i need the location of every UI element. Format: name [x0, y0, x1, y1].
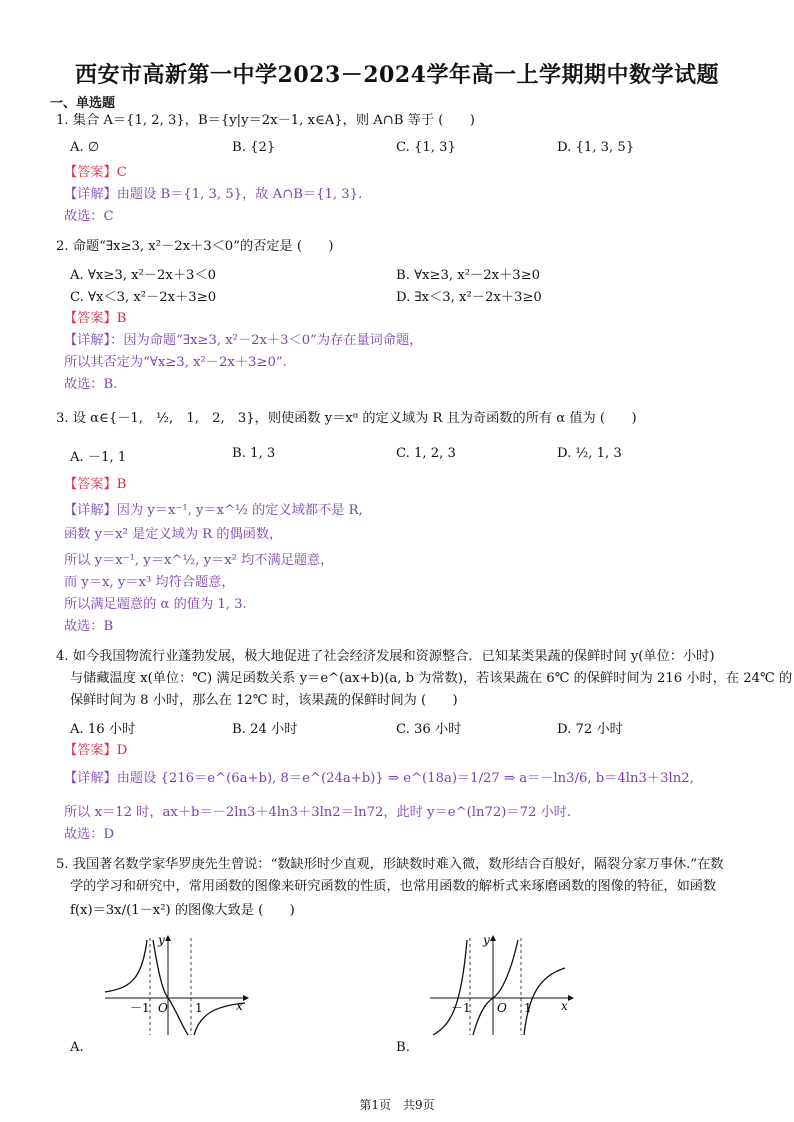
- q1-option-d: D. {1, 3, 5}: [557, 140, 635, 155]
- graph-b-x-label: x: [561, 999, 568, 1013]
- q1-explain-2: 故选：C: [64, 209, 114, 224]
- q3-option-a: A. －1, 1: [70, 450, 127, 465]
- q5-stem-3: f(x)＝3x/(1－x²) 的图像大致是 ( ): [70, 903, 295, 918]
- q5-stem-1: 5. 我国著名数学家华罗庚先生曾说：“数缺形时少直观，形缺数时难入微，数形结合百般好，隔裂分家万事休.”在数: [56, 857, 724, 872]
- q3-explain-5: 所以满足题意的 α 的值为 1, 3.: [64, 597, 247, 612]
- q2-answer: 【答案】B: [64, 311, 127, 326]
- q4-option-c: C. 36 小时: [396, 722, 462, 737]
- q3-answer: 【答案】B: [64, 477, 127, 492]
- q4-option-b: B. 24 小时: [232, 722, 298, 737]
- q3-explain-1: 【详解】因为 y＝x⁻¹, y＝x^½ 的定义域都不是 R,: [64, 503, 363, 518]
- q4-answer: 【答案】D: [64, 743, 128, 758]
- q3-stem: 3. 设 α∈{－1, ½, 1, 2, 3}，则使函数 y＝xᵅ 的定义域为 R 且为奇函数的所有 α 值为 ( ): [56, 411, 637, 426]
- q2-explain-1: 【详解】：因为命题“∃x≥3, x²－2x＋3＜0”为存在量词命题，: [64, 333, 423, 348]
- graph-a-origin: O: [158, 1001, 168, 1015]
- q4-explain-2: 所以 x＝12 时，ax＋b＝－2ln3＋4ln3＋3ln2＝ln72，此时 y＝e^(ln72)＝72 小时.: [64, 805, 572, 820]
- graph-a-y-label: y: [158, 933, 165, 947]
- graph-b-neg-one: －1: [451, 1001, 471, 1015]
- q2-stem: 2. 命题“∃x≥3, x²－2x＋3＜0”的否定是 ( ): [56, 239, 334, 254]
- q2-option-c: C. ∀x＜3, x²－2x＋3≥0: [70, 290, 217, 305]
- q4-stem-1: 4. 如今我国物流行业蓬勃发展，极大地促进了社会经济发展和资源整合．已知某类果蔬的保鲜时间 y(单位：小时): [56, 649, 715, 664]
- q3-option-b: B. 1, 3: [232, 446, 276, 461]
- q5-option-b: B.: [396, 1040, 410, 1055]
- page-title: 西安市高新第一中学2023－2024学年高一上学期期中数学试题: [75, 62, 719, 88]
- q5-stem-2: 学的学习和研究中，常用函数的图像来研究函数的性质，也常用函数的解析式来琢磨函数的图像的特征，如函数: [70, 879, 717, 894]
- q3-explain-6: 故选：B: [64, 619, 114, 634]
- graph-option-b: [425, 930, 585, 1040]
- page-footer: 第1页 共9页: [359, 1098, 435, 1112]
- graph-a-x-label: x: [236, 999, 243, 1013]
- q4-stem-2: 与储藏温度 x(单位：℃) 满足函数关系 y＝e^(ax+b)(a, b 为常数)，若该果蔬在 6℃ 的保鲜时间为 216 小时，在 24℃ 的: [70, 671, 793, 686]
- q3-explain-4: 而 y＝x, y＝x³ 均符合题意，: [64, 575, 235, 590]
- q2-explain-2: 所以其否定为“∀x≥3, x²－2x＋3≥0”.: [64, 355, 287, 370]
- q5-option-a: A.: [70, 1040, 84, 1055]
- graph-b-origin: O: [497, 1001, 507, 1015]
- graph-option-a: [100, 930, 260, 1040]
- q2-option-d: D. ∃x＜3, x²－2x＋3≥0: [396, 290, 542, 305]
- q1-answer: 【答案】C: [64, 165, 127, 180]
- graph-b-y-label: y: [483, 933, 490, 947]
- q4-option-a: A. 16 小时: [70, 722, 136, 737]
- q1-option-c: C. {1, 3}: [396, 140, 456, 155]
- q4-stem-3: 保鲜时间为 8 小时，那么在 12℃ 时，该果蔬的保鲜时间为 ( ): [70, 693, 458, 708]
- graph-a-neg-one: －1: [130, 1001, 150, 1015]
- q3-option-d: D. ½, 1, 3: [557, 446, 622, 461]
- q2-option-a: A. ∀x≥3, x²－2x＋3＜0: [70, 268, 217, 283]
- graph-a-pos-one: 1: [195, 1001, 203, 1015]
- q4-explain-3: 故选：D: [64, 827, 115, 842]
- q3-explain-3: 所以 y＝x⁻¹, y＝x^½, y＝x² 均不满足题意，: [64, 553, 334, 568]
- graph-b-pos-one: 1: [524, 1001, 532, 1015]
- q3-option-c: C. 1, 2, 3: [396, 446, 456, 461]
- q1-option-a: A. ∅: [70, 140, 100, 155]
- section-heading: 一、单选题: [50, 96, 116, 111]
- q2-option-b: B. ∀x≥3, x²－2x＋3≥0: [396, 268, 541, 283]
- q3-explain-2: 函数 y＝x² 是定义域为 R 的偶函数，: [64, 527, 283, 542]
- q1-explain-1: 【详解】由题设 B＝{1, 3, 5}，故 A∩B＝{1, 3}.: [64, 187, 363, 202]
- q4-option-d: D. 72 小时: [557, 722, 623, 737]
- q1-stem: 1. 集合 A＝{1, 2, 3}，B＝{y|y＝2x－1, x∈A}，则 A∩B 等于 ( ): [56, 113, 475, 128]
- q1-option-b: B. {2}: [232, 140, 276, 155]
- q2-explain-3: 故选：B.: [64, 377, 118, 392]
- q4-explain-1: 【详解】由题设 {216＝e^(6a+b), 8＝e^(24a+b)} ⇒ e^(18a)＝1/27 ⇒ a＝－ln3/6, b＝4ln3＋3ln2,: [64, 771, 694, 786]
